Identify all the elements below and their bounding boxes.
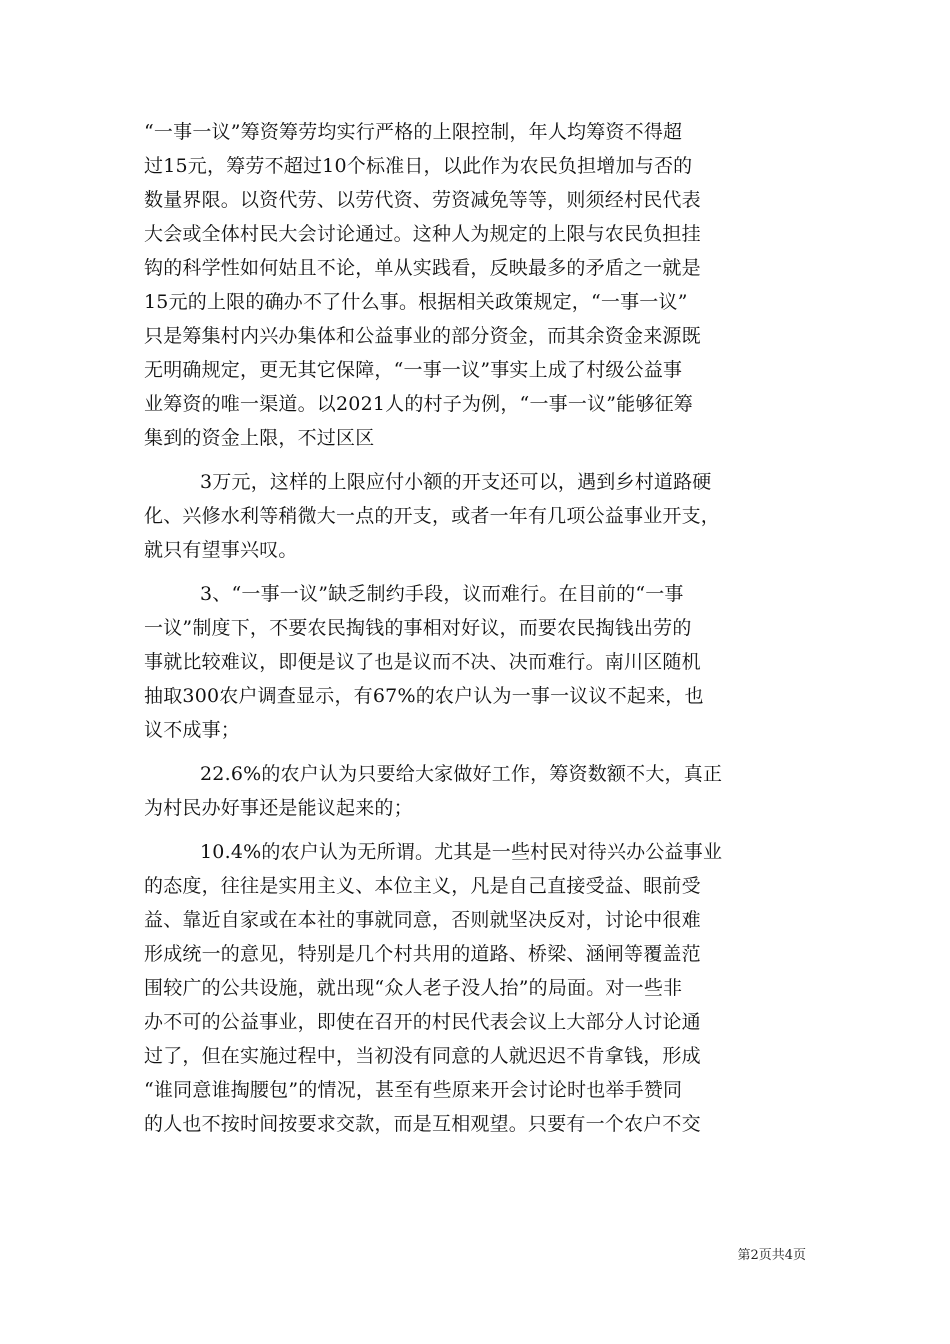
text-line: 钩的科学性如何姑且不论，单从实践看，反映最多的矛盾之一就是	[144, 257, 701, 279]
text-line: 一议”制度下，不要农民掏钱的事相对好议，而要农民掏钱出劳的	[144, 617, 692, 639]
text-line: 数量界限。以资代劳、以劳代资、劳资减免等等，则须经村民代表	[144, 189, 701, 211]
paragraph-gap	[144, 567, 806, 577]
text-line: 无明确规定，更无其它保障，“一事一议”事实上成了村级公益事	[144, 359, 683, 381]
paragraph-1	[144, 115, 806, 455]
paragraph-gap	[144, 747, 806, 757]
paragraph-3	[144, 577, 806, 747]
text-line: 过了，但在实施过程中，当初没有同意的人就迟迟不肯拿钱，形成	[144, 1045, 701, 1067]
text-line: 事就比较难议，即便是议了也是议而不决、决而难行。南川区随机	[144, 651, 701, 673]
text-line: 过15元，筹劳不超过10个标准日，以此作为农民负担增加与否的	[144, 155, 693, 177]
body-text	[144, 115, 806, 1141]
text-line: 化、兴修水利等稍微大一点的开支，或者一年有几项公益事业开支，	[144, 505, 721, 527]
text-line: 的人也不按时间按要求交款，而是互相观望。只要有一个农户不交	[144, 1113, 701, 1135]
text-line: 大会或全体村民大会讨论通过。这种人为规定的上限与农民负担挂	[144, 223, 701, 245]
text-line: 3万元，这样的上限应付小额的开支还可以，遇到乡村道路硬	[200, 471, 712, 493]
text-line: 只是筹集村内兴办集体和公益事业的部分资金，而其余资金来源既	[144, 325, 701, 347]
text-line: 为村民办好事还是能议起来的；	[144, 797, 413, 819]
text-line: 议不成事；	[144, 719, 241, 741]
text-line: 益、靠近自家或在本社的事就同意，否则就坚决反对，讨论中很难	[144, 909, 701, 931]
text-line: 的态度，往往是实用主义、本位主义，凡是自己直接受益、眼前受	[144, 875, 701, 897]
paragraph-gap	[144, 455, 806, 465]
paragraph-4	[144, 757, 806, 825]
paragraph-2	[144, 465, 806, 567]
text-line: 办不可的公益事业，即使在召开的村民代表会议上大部分人讨论通	[144, 1011, 701, 1033]
text-line: 形成统一的意见，特别是几个村共用的道路、桥梁、涵闸等覆盖范	[144, 943, 701, 965]
text-line: 10.4%的农户认为无所谓。尤其是一些村民对待兴办公益事业	[200, 841, 723, 863]
text-line: 围较广的公共设施，就出现“众人老子没人抬”的局面。对一些非	[144, 977, 683, 999]
paragraph-5	[144, 835, 806, 1141]
text-line: “一事一议”筹资筹劳均实行严格的上限控制，年人均筹资不得超	[144, 121, 683, 143]
text-line: 15元的上限的确办不了什么事。根据相关政策规定，“一事一议”	[144, 291, 688, 313]
text-line: 22.6%的农户认为只要给大家做好工作，筹资数额不大，真正	[200, 763, 723, 785]
paragraph-gap	[144, 825, 806, 835]
text-line: 3、“一事一议”缺乏制约手段，议而难行。在目前的“一事	[200, 583, 684, 605]
text-line: 就只有望事兴叹。	[144, 539, 298, 561]
text-line: “谁同意谁掏腰包”的情况，甚至有些原来开会讨论时也举手赞同	[144, 1079, 683, 1101]
text-line: 业筹资的唯一渠道。以2021人的村子为例，“一事一议”能够征筹	[144, 393, 693, 415]
text-line: 抽取300农户调查显示，有67%的农户认为一事一议议不起来，也	[144, 685, 704, 707]
text-line: 集到的资金上限，不过区区	[144, 427, 375, 449]
page-number-footer: 第2页共4页	[737, 1248, 806, 1263]
